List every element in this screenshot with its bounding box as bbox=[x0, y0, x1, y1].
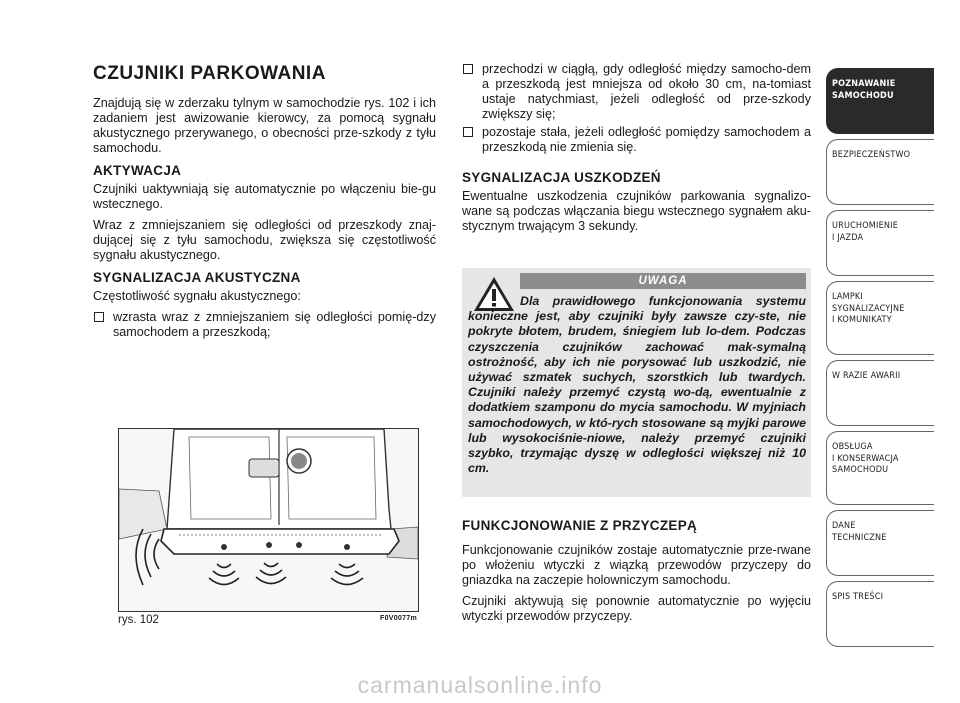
chapter-tabs bbox=[826, 68, 934, 652]
activation-paragraph-2: Wraz z zmniejszaniem się odległości od przeszkody znaj-dującej się z tyłu samochodu, zwiększa się częstotliwość sygnału akustycznego. bbox=[93, 218, 436, 262]
warning-box bbox=[462, 268, 811, 497]
right-column bbox=[462, 62, 811, 240]
intro-paragraph: Znajdują się w zderzaku tylnym w samochodzie rys. 102 i ich zadaniem jest awizowanie kierowcy, za pomocą sygnału akustycznego przerywanego, o obecności prze-szkody z tyłu samochodu. bbox=[93, 96, 436, 155]
list-item: przechodzi w ciągłą, gdy odległość między samocho-dem a przeszkodą jest mniejsza od około 30 cm, na-tomiast ustaje natychmiast, jeżeli odległość od prze-szkody zwiększy się; bbox=[462, 62, 811, 122]
figure-code: F0V0077m bbox=[380, 615, 418, 622]
chapter-tab[interactable]: BEZPIECZEŃSTWO bbox=[826, 139, 934, 205]
checkbox-bullet-icon bbox=[463, 64, 473, 74]
heading-fault: SYGNALIZACJA USZKODZEŃ bbox=[462, 170, 661, 185]
list-item: pozostaje stała, jeżeli odległość pomiędzy samochodem a przeszkodą nie zmienia się. bbox=[462, 125, 811, 155]
fault-paragraph: Ewentualne uszkodzenia czujników parkowania sygnalizo-wane są podczas włączania biegu wstecznego sygnałem aku-stycznym trwającym 3 sekundy. bbox=[462, 189, 811, 233]
checkbox-bullet-icon bbox=[463, 127, 473, 137]
list-item: wzrasta wraz z zmniejszaniem się odległości pomię-dzy samochodem a przeszkodą; bbox=[93, 310, 436, 340]
activation-paragraph-1: Czujniki uaktywniają się automatycznie po włączeniu bie-gu wstecznego. bbox=[93, 182, 436, 211]
chapter-tab[interactable]: SPIS TREŚCI bbox=[826, 581, 934, 647]
van-rear-sensors-illustration bbox=[119, 429, 418, 611]
chapter-tab[interactable]: LAMPKI SYGNALIZACYJNE I KOMUNIKATY bbox=[826, 281, 934, 355]
warning-text: Dla prawidłowego funkcjonowania systemu konieczne jest, aby czujniki były zawsze czy-ste, nie pokryte błotem, brudem, śniegiem lub lo-dem. Podczas czyszczenia czujników zachować mak-symalną ostrożność, aby ich nie porysować lub uszkodzić, nie używać szmatek suchych, szorstkich lub twardych. Czujniki należy przemyć czystą wo-dą, ewentualnie z dodatkiem szamponu do mycia samochodu. W myjniach samochodowych, w któ-rych stosowane są myjki parowe lub wysokociśnie-niowe, należy przemyć czujniki szybko, trzymając dyszę w odległości większej niż 10 cm. bbox=[468, 294, 806, 476]
chapter-tab[interactable]: DANE TECHNICZNE bbox=[826, 510, 934, 576]
trailer-paragraph-1: Funkcjonowanie czujników zostaje automatycznie prze-rwane po włożeniu wtyczki z wiązką przewodów przyczepy do gniazdka na zaczepie holowniczym samochodu. bbox=[462, 543, 811, 587]
chapter-tab[interactable]: URUCHOMIENIE I JAZDA bbox=[826, 210, 934, 276]
bullet-list-left bbox=[93, 310, 436, 340]
checkbox-bullet-icon bbox=[94, 312, 104, 322]
figure-caption: rys. 102 bbox=[118, 614, 159, 626]
figure-rear-van-illustration bbox=[118, 428, 419, 612]
trailer-section bbox=[462, 517, 811, 630]
chapter-tab[interactable]: POZNAWANIE SAMOCHODU bbox=[826, 68, 934, 134]
left-column bbox=[93, 62, 436, 348]
chapter-tab[interactable]: W RAZIE AWARII bbox=[826, 360, 934, 426]
trailer-paragraph-2: Czujniki aktywują się ponownie automatycznie po wyjęciu wtyczki przewodów przyczepy. bbox=[462, 594, 811, 623]
warning-title: UWAGA bbox=[520, 273, 806, 289]
acoustic-paragraph: Częstotliwość sygnału akustycznego: bbox=[93, 289, 301, 303]
heading-trailer: FUNKCJONOWANIE Z PRZYCZEPĄ bbox=[462, 518, 698, 533]
watermark: carmanualsonline.info bbox=[357, 672, 603, 698]
heading-acoustic: SYGNALIZACJA AKUSTYCZNA bbox=[93, 270, 301, 285]
chapter-tab[interactable]: OBSŁUGA I KONSERWACJA SAMOCHODU bbox=[826, 431, 934, 505]
heading-activation: AKTYWACJA bbox=[93, 163, 182, 178]
section-title: CZUJNIKI PARKOWANIA bbox=[93, 63, 326, 84]
bullet-list-right bbox=[462, 62, 811, 155]
